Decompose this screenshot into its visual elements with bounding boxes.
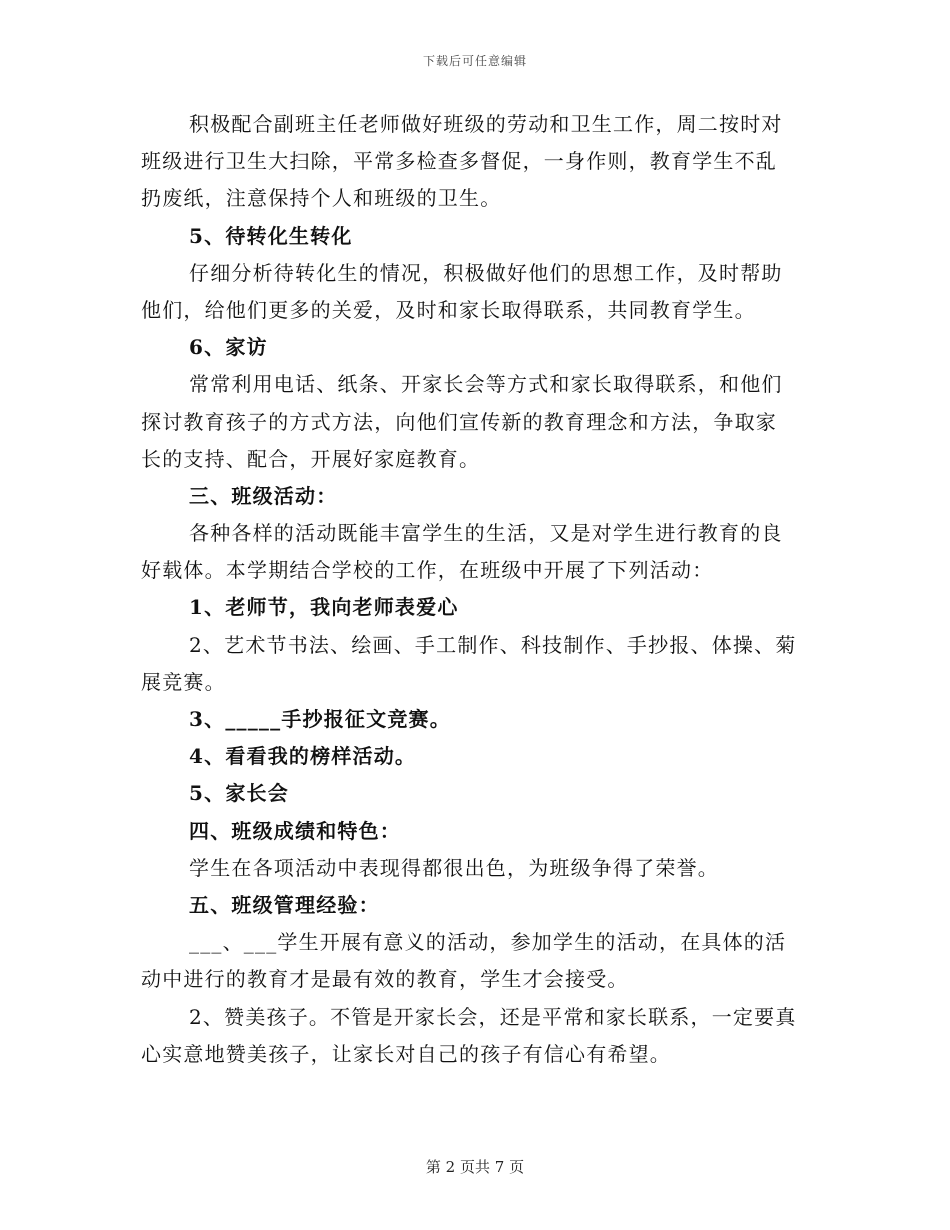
document-body <box>141 106 811 1073</box>
text-line: 探讨教育孩子的方式方法，向他们宣传新的教育理念和方法，争取家 <box>141 409 777 434</box>
text-line: 2、艺术节书法、绘画、手工制作、科技制作、手抄报、体操、菊 <box>189 632 797 657</box>
section-heading: 五、班级管理经验： <box>189 892 380 917</box>
section-heading: 四、班级成绩和特色： <box>189 818 401 843</box>
text-line: 动中进行的教育才是最有效的教育，学生才会接受。 <box>141 967 629 992</box>
text-line: ___、___学生开展有意义的活动，参加学生的活动，在具体的活 <box>189 930 787 955</box>
section-heading: 4、看看我的榜样活动。 <box>189 744 417 769</box>
text-line: 班级进行卫生大扫除，平常多检查多督促，一身作则，教育学生不乱 <box>141 149 777 174</box>
text-line: 展竞赛。 <box>141 669 226 694</box>
text-line: 各种各样的活动既能丰富学生的生活，又是对学生进行教育的良 <box>189 521 783 546</box>
text-line: 2、赞美孩子。不管是开家长会，还是平常和家长联系，一定要真 <box>189 1004 797 1029</box>
text-line: 心实意地赞美孩子，让家长对自己的孩子有信心有希望。 <box>141 1041 671 1066</box>
text-line: 扔废纸，注意保持个人和班级的卫生。 <box>141 186 502 211</box>
section-heading: 三、班级活动： <box>189 483 338 508</box>
text-line: 常常利用电话、纸条、开家长会等方式和家长取得联系，和他们 <box>189 372 783 397</box>
text-line: 仔细分析待转化生的情况，积极做好他们的思想工作，及时帮助 <box>189 260 783 285</box>
text-line: 学生在各项活动中表现得都很出色，为班级争得了荣誉。 <box>189 855 719 880</box>
text-line: 长的支持、配合，开展好家庭教育。 <box>141 446 481 471</box>
section-heading: 5、待转化生转化 <box>189 223 353 248</box>
page-header: 下载后可任意编辑 <box>422 54 527 68</box>
text-line: 积极配合副班主任老师做好班级的劳动和卫生工作，周二按时对 <box>189 112 783 136</box>
section-heading: 6、家访 <box>189 335 268 360</box>
section-heading: 3、_____手抄报征文竞赛。 <box>189 707 451 731</box>
section-heading: 5、家长会 <box>189 781 289 806</box>
text-line: 好载体。本学期结合学校的工作，在班级中开展了下列活动： <box>141 558 714 583</box>
section-heading: 1、老师节，我向老师表爱心 <box>189 595 459 620</box>
text-line: 他们，给他们更多的关爱，及时和家长取得联系，共同教育学生。 <box>141 297 756 322</box>
page-footer: 第 2 页共 7 页 <box>425 1158 525 1176</box>
